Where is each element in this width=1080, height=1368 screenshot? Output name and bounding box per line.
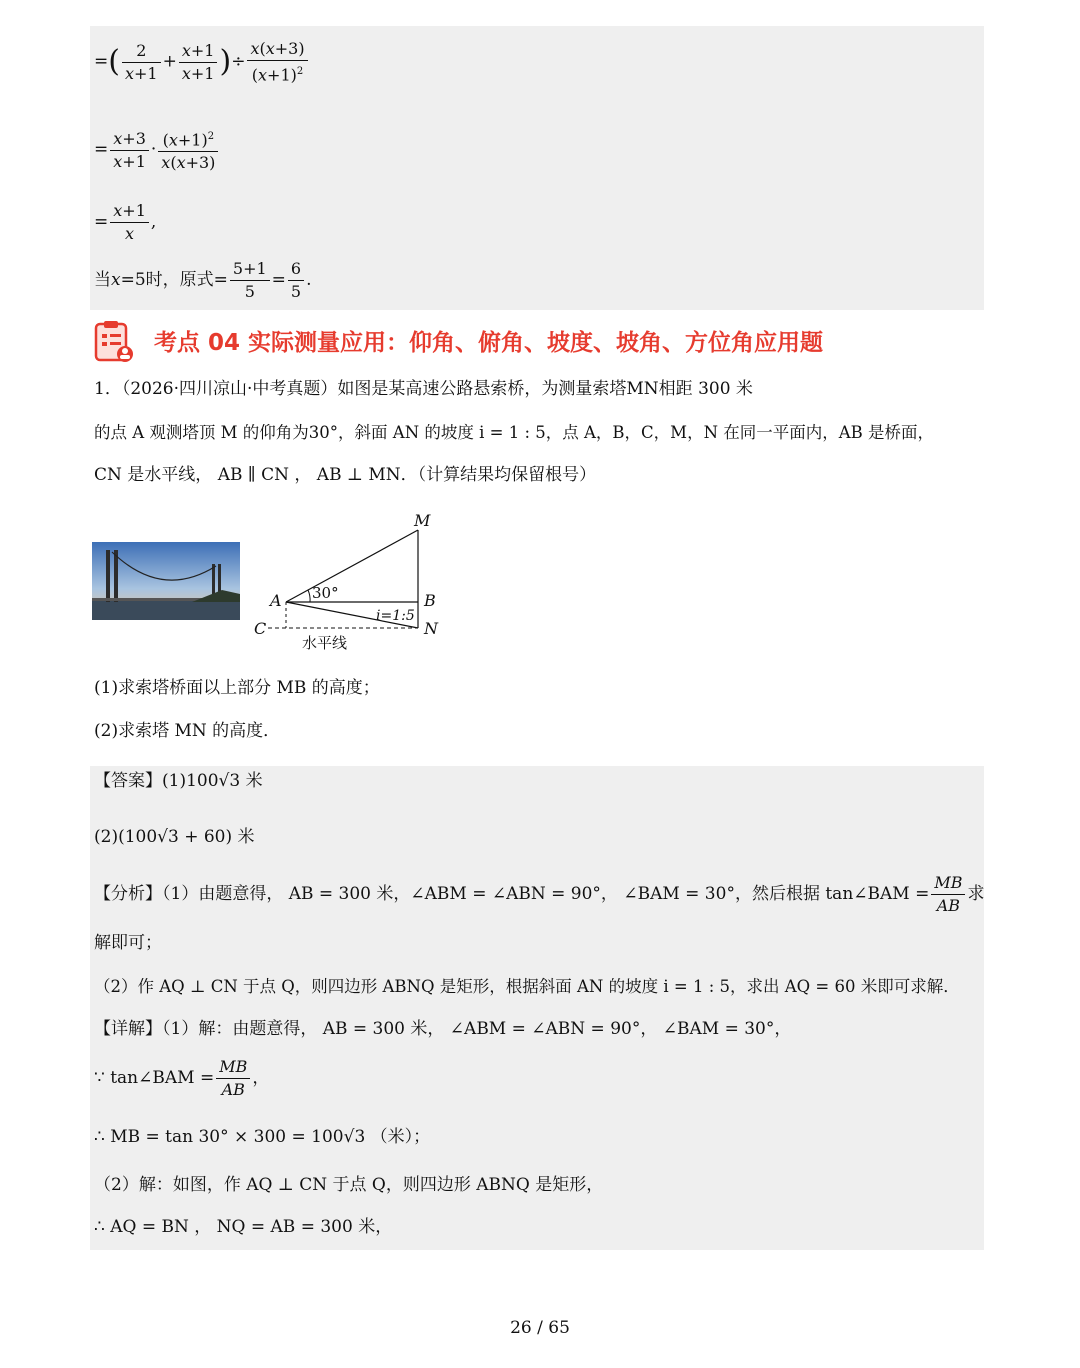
problem-line-3: CN 是水平线， AB ∥ CN ， AB ⊥ MN．（计算结果均保留根号） [94, 465, 597, 485]
page-number: 26 / 65 [510, 1318, 570, 1338]
label-C: C [254, 619, 267, 638]
label-B: B [424, 591, 436, 610]
detail-1: 【详解】（1）解：由题意得， AB = 300 米， ∠ABM = ∠ABN = 90°， ∠BAM = 30°， [94, 1019, 792, 1039]
label-A: A [270, 591, 282, 610]
geometry-diagram [248, 508, 448, 656]
answer-2: (2)(100√3 + 60) 米 [94, 827, 255, 847]
solution-step-4: 当x=5时，原式= $\frac{5+1}{5}$ = $\frac{6}{5}$ . [94, 259, 312, 301]
analysis-1-cont: 解即可； [94, 933, 162, 953]
clipboard-icon [92, 320, 136, 364]
detail-5: ∴ AQ = BN ， NQ = AB = 300 米， [94, 1217, 393, 1237]
problem-line-2: 的点 A 观测塔顶 M 的仰角为30°，斜面 AN 的坡度 i = 1 : 5，点 A，B，C，M，N 在同一平面内，AB 是桥面， [94, 423, 935, 442]
bridge-photo [92, 542, 240, 620]
detail-4: （2）解：如图，作 AQ ⊥ CN 于点 Q，则四边形 ABNQ 是矩形， [94, 1175, 604, 1195]
section-title: 考点 04 实际测量应用：仰角、俯角、坡度、坡角、方位角应用题 [154, 330, 824, 356]
solution-step-1: =( $\frac{2}{x+1}$ + $\frac{x+1}{x+1}$ )÷ $\frac{x(x+3)}{(x+1)^2}$ [94, 38, 310, 86]
solution-step-2: = $\frac{x+3}{x+1}$ · $\frac{(x+1)^2}{x(x+3)}$ [94, 126, 220, 174]
angle-label: 30° [312, 584, 339, 602]
question-2: (2)求索塔 MN 的高度． [94, 721, 281, 741]
section-header [92, 318, 982, 366]
slope-label: i=1:5 [376, 608, 415, 624]
question-1: (1)求索塔桥面以上部分 MB 的高度； [94, 678, 380, 698]
label-M: M [414, 511, 431, 530]
problem-line-1: 1．（2026·四川凉山·中考真题）如图是某高速公路悬索桥，为测量索塔MN相距 300 米 [94, 379, 753, 399]
analysis-1: 【分析】（1）由题意得， AB = 300 米，∠ABM = ∠ABN = 90°， ∠BAM = 30°，然后根据 tan∠BAM = $\frac{MB}{AB}$ 求 [94, 873, 985, 915]
label-N: N [424, 619, 438, 638]
solution-step-3: = $\frac{x+1}{x}$ , [94, 201, 157, 243]
horizontal-label: 水平线 [302, 634, 348, 652]
answer-1: 【答案】(1)100√3 米 [94, 771, 263, 791]
analysis-2: （2）作 AQ ⊥ CN 于点 Q，则四边形 ABNQ 是矩形，根据斜面 AN 的坡度 i = 1 : 5，求出 AQ = 60 米即可求解． [94, 977, 960, 996]
detail-2: ∵ tan∠BAM = $\frac{MB}{AB}$ ， [94, 1057, 270, 1099]
detail-3: ∴ MB = tan 30° × 300 = 100√3 （米）； [94, 1127, 431, 1147]
